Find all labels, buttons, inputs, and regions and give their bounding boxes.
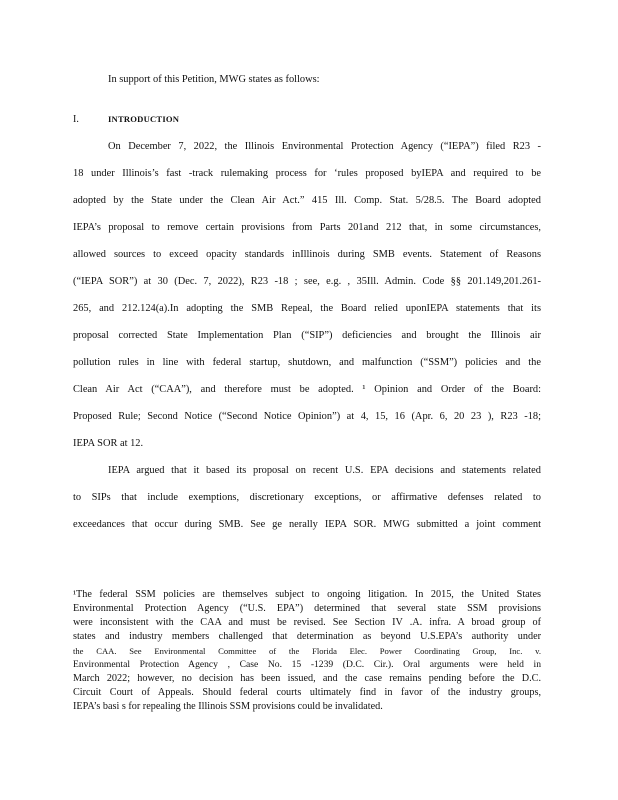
footnote-line: states and industry members challenged that determination as beyond U.S.EPA’s authority under	[73, 631, 541, 642]
paragraph-line: allowed sources to exceed opacity standards inIllinois during SMB events. Statement of Reasons	[73, 249, 541, 260]
paragraph-line: Proposed Rule; Second Notice (“Second Notice Opinion”) at 4, 15, 16 (Apr. 6, 20 23 ), R23 -18;	[73, 411, 541, 422]
footnote-line: Circuit Court of Appeals. Should federal courts ultimately find in favor of the industry groups,	[73, 687, 541, 698]
footnote-line: IEPA’s basi s for repealing the Illinois SSM provisions could be invalidated.	[73, 701, 383, 712]
paragraph-line: to SIPs that include exemptions, discretionary exceptions, or affirmative defenses related to	[73, 492, 541, 503]
footnote-line: the CAA. See Environmental Committee of the Florida Elec. Power Coordinating Group, Inc. v.	[73, 646, 541, 656]
footnote	[73, 588, 541, 714]
paragraph-line: 18 under Illinois’s fast -track rulemaking process for ‘rules proposed byIEPA and required to be	[73, 168, 541, 179]
paragraph-line: adopted by the State under the Clean Air Act.” 415 Ill. Comp. Stat. 5/28.5. The Board adopted	[73, 195, 541, 206]
paragraph-line: Clean Air Act (“CAA”), and therefore must be adopted. ¹ Opinion and Order of the Board:	[73, 384, 541, 395]
paragraph-line: exceedances that occur during SMB. See ge nerally IEPA SOR. MWG submitted a joint comment	[73, 519, 541, 530]
paragraph-line: IEPA argued that it based its proposal on recent U.S. EPA decisions and statements related	[108, 465, 541, 476]
footnote-line: Environmental Protection Agency , Case No. 15 -1239 (D.C. Cir.). Oral arguments were held in	[73, 659, 541, 670]
paragraph-line: On December 7, 2022, the Illinois Environmental Protection Agency (“IEPA”) filed R23 -	[108, 141, 541, 152]
footnote-line: were inconsistent with the CAA and must be revised. See Section IV .A. infra. A broad group of	[73, 617, 541, 628]
section-title: INTRODUCTION	[108, 114, 180, 124]
paragraph-line: (“IEPA SOR”) at 30 (Dec. 7, 2022), R23 -18 ; see, e.g. , 35Ill. Admin. Code §§ 201.149,201.261-	[73, 276, 541, 287]
paragraph-line: IEPA SOR at 12.	[73, 438, 144, 449]
section-number: I.	[73, 114, 79, 125]
intro-line: In support of this Petition, MWG states as follows:	[108, 74, 320, 85]
paragraph-line: pollution rules in line with federal startup, shutdown, and malfunction (“SSM”) policies and the	[73, 357, 541, 368]
footnote-line: Environmental Protection Agency (“U.S. EPA”) determined that several state SSM provisions	[73, 603, 541, 614]
paragraph-line: proposal corrected State Implementation Plan (“SIP”) deficiencies and brought the Illinois air	[73, 330, 541, 341]
paragraph-line: IEPA’s proposal to remove certain provisions from Parts 201and 212 that, in some circumstances,	[73, 222, 541, 233]
footnote-line: March 2022; however, no decision has been issued, and the case remains pending before the D.C.	[73, 673, 541, 684]
paragraph-line: 265, and 212.124(a).In adopting the SMB Repeal, the Board relied uponIEPA statements that its	[73, 303, 541, 314]
footnote-line: ¹The federal SSM policies are themselves subject to ongoing litigation. In 2015, the United States	[73, 589, 541, 600]
